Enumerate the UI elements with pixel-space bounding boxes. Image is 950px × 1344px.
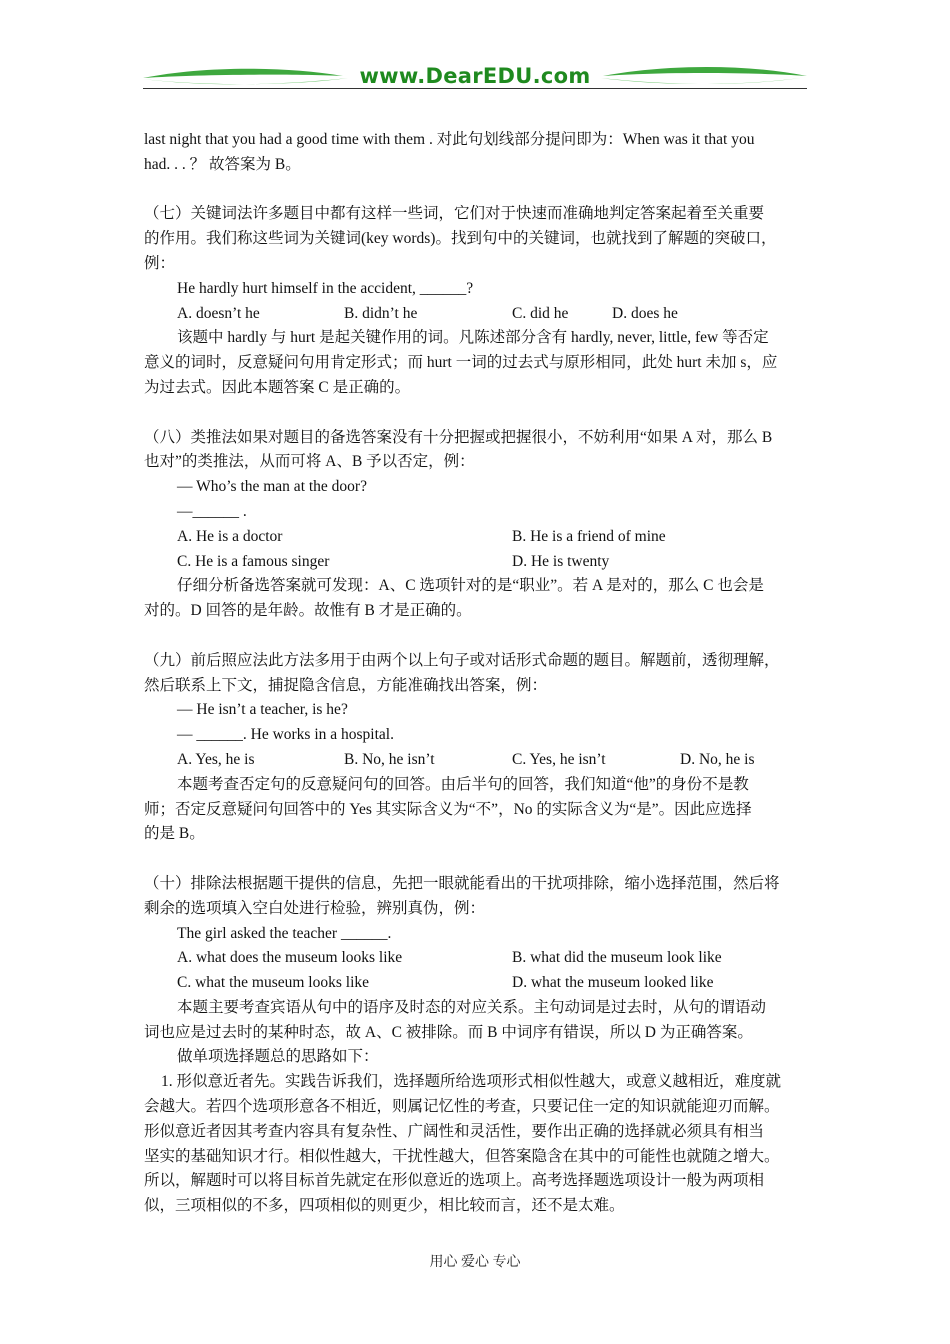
text-line: 为过去式。因此本题答案 C 是正确的。 [144, 378, 411, 396]
page-footer: 用心 爱心 专心 [429, 1255, 521, 1270]
option: C. did he [512, 304, 569, 322]
option: A. He is a doctor [177, 527, 283, 545]
site-logo-text: www.DearEDU.com [359, 64, 591, 88]
text-line: 仔细分析备选答案就可发现：A、C 选项针对的是“职业”。若 A 是对的，那么 C 也会是 [177, 577, 764, 595]
option-row [144, 302, 808, 327]
text-line: 形似意近者因其考查内容具有复杂性、广阔性和灵活性，要作出正确的选择就必须具有相当 [144, 1122, 765, 1140]
option: B. No, he isn’t [344, 750, 435, 768]
option-row [144, 550, 808, 575]
option-row [144, 525, 808, 550]
header-rule [143, 88, 807, 89]
text-line: 然后联系上下文，捕捉隐含信息，方能准确找出答案，例： [144, 676, 548, 694]
text-line: 本题考查否定句的反意疑问句的回答。由后半句的回答，我们知道“他”的身份不是教 [177, 775, 749, 793]
option: A. what does the museum looks like [177, 949, 403, 967]
option: A. Yes, he is [177, 750, 255, 768]
text-line: 师；否定反意疑问句回答中的 Yes 其实际含义为“不”，No 的实际含义为“是”。因此应选择 [144, 800, 752, 818]
text-line: 意义的词时，反意疑问句用肯定形式；而 hurt 一词的过去式与原形相同，此处 hurt 未加 s，应 [144, 354, 778, 372]
option: C. Yes, he isn’t [512, 750, 606, 768]
text-line: 也对”的类推法，从而可将 A、B 予以否定，例： [144, 453, 475, 471]
document-body [144, 128, 808, 1219]
text-line: had. . . ？ 故答案为 B。 [144, 155, 301, 173]
example-question: He hardly hurt himself in the accident, ______? [177, 279, 474, 297]
option: B. didn’t he [344, 304, 418, 322]
option-row [144, 946, 808, 971]
text-line: 对的。D 回答的是年龄。故惟有 B 才是正确的。 [144, 602, 472, 620]
text-line: 本题主要考查宾语从句中的语序及时态的对应关系。主句动词是过去时，从句的谓语动 [177, 998, 767, 1016]
text-line: 的作用。我们称这些词为关键词(key words)。找到句中的关键词，也就找到了解题的突破口， [144, 230, 777, 248]
option: C. He is a famous singer [177, 552, 330, 570]
text-line: 似，三项相似的不多，四项相似的则更少，相比较而言，还不是太难。 [144, 1197, 625, 1215]
text-line: last night that you had a good time with them . 对此句划线部分提问即为：When was it that you [144, 131, 755, 148]
section-8-heading: （八）类推法如果对题目的备选答案没有十分把握或把握很小，不妨利用“如果 A 对，那么 B [144, 428, 773, 446]
text-line: 所以，解题时可以将目标首先就定在形似意近的选项上。高考选择题选项设计一般为两项相 [144, 1172, 765, 1190]
text-line: 的是 B。 [144, 825, 205, 843]
section-7-heading: （七）关键词法许多题目中都有这样一些词，它们对于快速而准确地判定答案起着至关重要 [144, 205, 765, 223]
text-line: 该题中 hardly 与 hurt 是起关键作用的词。凡陈述部分含有 hardly, never, little, few 等否定 [177, 329, 769, 347]
example-question: —______ . [177, 502, 247, 520]
example-question: — ______. He works in a hospital. [177, 726, 394, 744]
text-line: 例： [144, 254, 176, 272]
text-line: 词也应是过去时的某种时态，故 A、C 被排除。而 B 中词序有错误，所以 D 为正确答案。 [144, 1023, 753, 1041]
example-question: — Who’s the man at the door? [177, 478, 367, 496]
option: B. He is a friend of mine [512, 527, 666, 545]
text-line: 剩余的选项填入空白处进行检验，辨别真伪，例： [144, 899, 486, 917]
option: C. what the museum looks like [177, 974, 370, 992]
option: D. what the museum looked like [512, 974, 714, 992]
text-line: 会越大。若四个选项形意各不相近，则属记忆性的考查，只要记住一定的知识就能迎刃而解。 [144, 1098, 780, 1116]
option: A. doesn’t he [177, 304, 260, 322]
text-line: 做单项选择题总的思路如下： [177, 1048, 379, 1066]
section-9-heading: （九）前后照应法此方法多用于由两个以上句子或对话形式命题的题目。解题前，透彻理解， [144, 651, 780, 669]
option: D. He is twenty [512, 552, 610, 570]
option: D. does he [612, 304, 678, 322]
option-row [144, 748, 808, 773]
option: B. what did the museum look like [512, 949, 722, 967]
example-question: The girl asked the teacher ______. [177, 924, 392, 942]
option: D. No, he is [680, 750, 755, 768]
option-row [144, 971, 808, 996]
site-header [143, 62, 807, 94]
section-10-heading: （十）排除法根据题干提供的信息，先把一眼就能看出的干扰项排除，缩小选择范围，然后将 [144, 874, 780, 892]
example-question: — He isn’t a teacher, is he? [177, 701, 348, 719]
numbered-point-1: 1. 形似意近者先。实践告诉我们，选择题所给选项形式相似性越大，或意义越相近，难度就 [161, 1073, 782, 1091]
text-line: 坚实的基础知识才行。相似性越大，干扰性越大，但答案隐含在其中的可能性也就随之增大。 [144, 1147, 780, 1165]
